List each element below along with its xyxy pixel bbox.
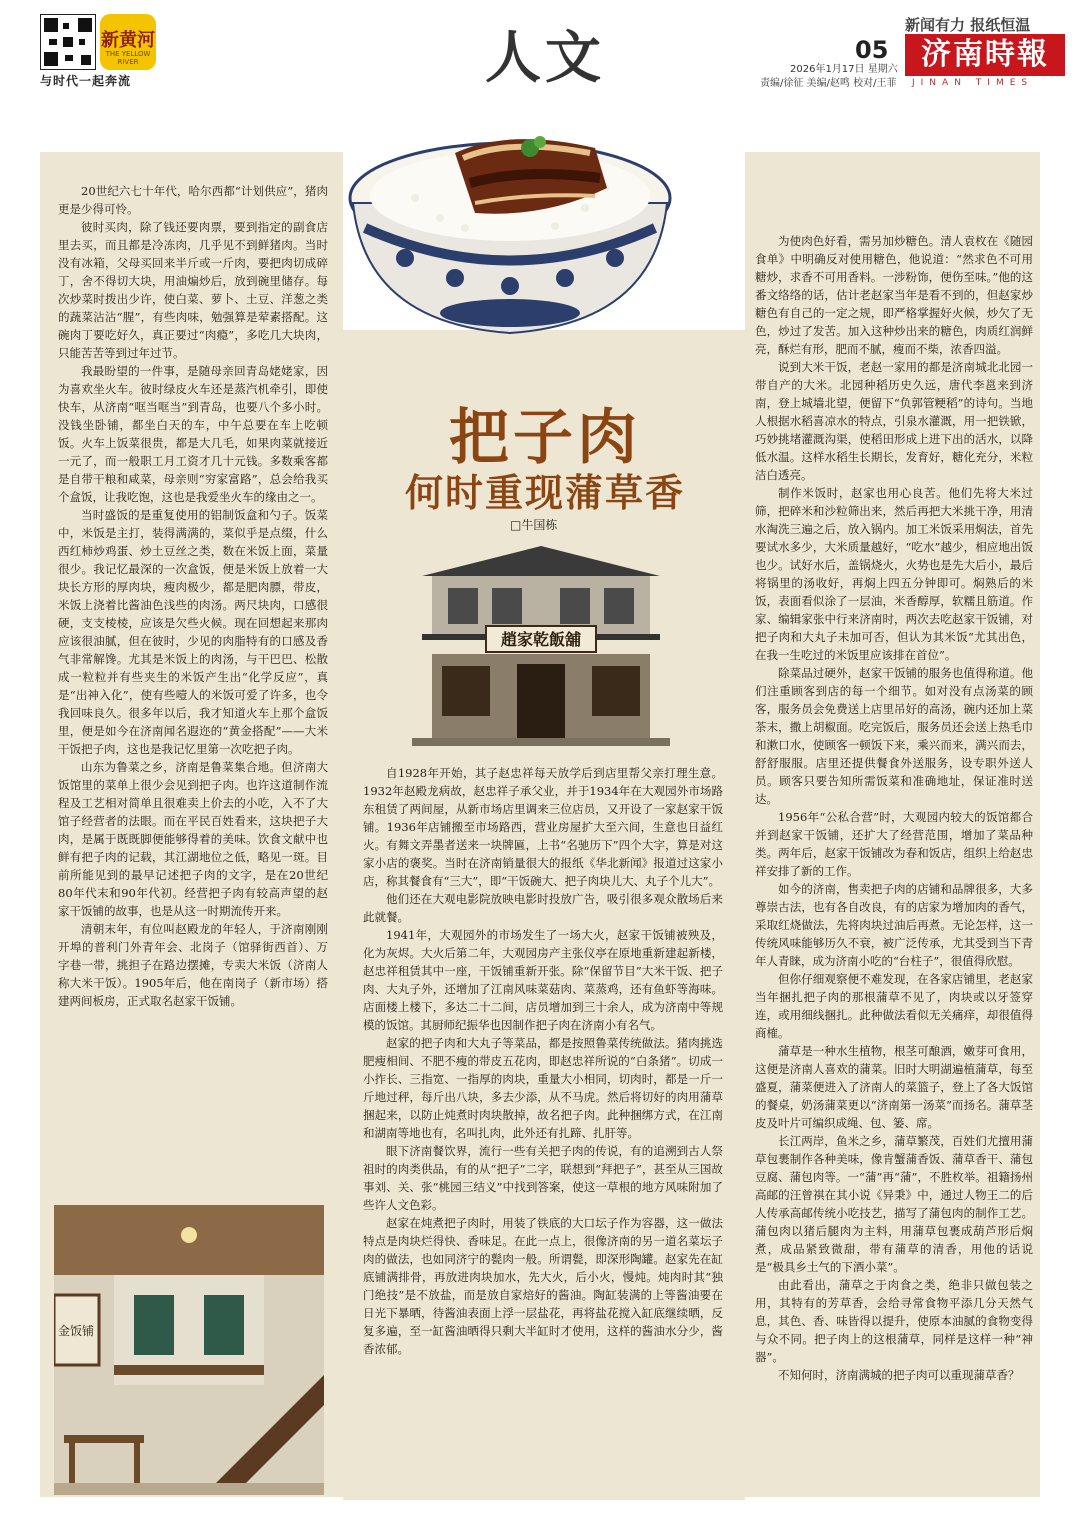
paragraph: 山东为鲁菜之乡，济南是鲁菜集合地。但济南大饭馆里的菜单上很少会见到把子肉。也许这道制作流程及工艺相对简单且很难卖上价去的小吃，入不了大馆子经营者的法眼。而在平民百姓看来，这块把子大肉，是属于既既脚便能够得着的美味。饮食文献中也鲜有把子肉的记载，其江湖地位之低，略见一斑。目前所能见到的最早记述把子肉的文字，是在20世纪80年代末和90年代初。经营把子肉有较高声望的赵家干饭铺的故事，也是从这一时期流传开来。	[58, 760, 328, 918]
paragraph: 由此看出，蒲草之于肉食之类，绝非只做包装之用，其特有的芳草香，会给寻常食物平添几分天然气息，其色、香、味皆得以提升，使原本油腻的食物变得与众不同。把子肉上的这根蒲草，同样是这样一种“神器”。	[755, 1278, 1033, 1364]
brand-sub: THE YELLOW RIVER	[105, 50, 151, 66]
paragraph: 但你仔细观察便不难发现，在各家店铺里，老赵家当年捆扎把子肉的那根蒲草不见了，肉块或以牙签穿连，或用细线捆扎。此种做法看似无关痛痒，却很值得商榷。	[755, 972, 1033, 1040]
brand-name: 新黄河	[101, 30, 155, 51]
article-left-column	[58, 182, 328, 1010]
paragraph: 自1928年开始，其子赵忠祥每天放学后到店里帮父亲打理生意。1932年赵殿龙病故，赵忠祥子承父业，并于1934年在大观园外市场路东租赁了两间屋，从新市场店里调来三位店员，又开设了一家赵家干饭铺。1936年店铺搬至市场路西，营业房屋扩大至六间，生意也日益红火。有舞文弄墨者送来一块牌匾，上书“名驰历下”四个大字，算是对这家小店的褒奖。当时在济南销量很大的报纸《华北新闻》报道过这家小店，称其餐食有“三大”，即“干饭碗大、把子肉块儿大、丸子个儿大”。	[363, 766, 723, 888]
paragraph: 蒲草是一种水生植物，根茎可酿酒，嫩芽可食用，这便是济南人喜欢的蒲菜。旧时大明湖遍植蒲草，每至盛夏，蒲菜便进入了济南人的菜篮子，登上了各大饭馆的餐桌，奶汤蒲菜更以“济南第一汤菜”而扬名。蒲草茎皮及叶片可编织成绳、包、篓、席。	[755, 1044, 1033, 1130]
paragraph: 1941年，大观园外的市场发生了一场大火，赵家干饭铺被殃及，化为灰烬。大火后第二年，大观园房产主张仪亭在原地重新建起新楼，赵忠祥租赁其中一座，干饭铺重新开张。除“保留节目”大米干饭、把子肉、大丸子外，还增加了江南风味菜菇肉、菜蒸鸡，还有鱼虾等海味。店面楼上楼下，多达二十二间，店员增加到三十余人，成为济南中等规模的饭馆。其厨师纪振华也因制作把子肉在济南小有名气。	[363, 928, 723, 1032]
masthead-english: JINAN TIMES	[912, 78, 1034, 88]
paragraph: 他们还在大观电影院放映电影时投放广告，吸引很多观众散场后来此就餐。	[363, 892, 723, 924]
paragraph: 赵家的把子肉和大丸子等菜品，都是按照鲁菜传统做法。猪肉挑选肥瘦相间、不肥不瘦的带皮五花肉，即赵忠祥所说的“白条猪”。切成一小拃长、三指宽、一指厚的肉块，重量大小相同，切肉时，都是一斤一斤地过秤，每斤出八块，多去少添，从不马虎。然后将切好的肉用蒲草捆起来，以防止炖煮时肉块散掉，故名把子肉。此种捆绑方式，在江南和湖南等地也有，名叫扎肉，此外还有扎蹄、扎肝等。	[363, 1036, 723, 1140]
paper-slogan: 新闻有力 报纸恒温	[905, 16, 1031, 34]
editor-credits: 责编/徐征 美编/赵鸣 校对/王菲	[760, 78, 897, 89]
page-number: 05	[855, 36, 889, 64]
headline-subtitle: 何时重现蒲草香	[404, 470, 685, 515]
paragraph: 说到大米干饭，老赵一家用的都是济南城北北园一带自产的大米。北园种稻历史久远，唐代李邕来到济南，登上城墙北望，便留下“负郭管粳稻”的诗句。当地人根据水稻喜凉水的特点，引泉水灌溉，用一把铁锨，巧妙挑堵灌溉沟渠，使稻田形成上进下出的活水，以降低水温。这样水稻生长期长，发育好，糖化充分，米粒洁白透亮。	[755, 360, 1033, 482]
paragraph: 20世纪六七十年代，哈尔西都“计划供应”，猪肉更是少得可怜。	[58, 184, 328, 216]
issue-date: 2026年1月17日 星期六	[790, 64, 898, 75]
paragraph: 我最盼望的一件事，是随母亲回青岛姥姥家，因为喜欢坐火车。彼时绿皮火车还是蒸汽机牵引，即使快车，从济南“哐当哐当”到青岛，也要八个多小时。没钱坐卧铺，都坐白天的车，中午总要在车上吃顿饭。火车上饭菜很贵，都是大几毛，如果肉菜就接近一元了，而一般职工月工资才几十元钱。多数乘客都是自带干粮和咸菜，母亲则“穷家富路”，总会给我买个盒饭，让我吃饱，这也是我爱坐火车的缘由之一。	[58, 364, 328, 504]
masthead: 济南時報	[905, 34, 1065, 76]
shop-facade-illustration	[412, 546, 670, 746]
qr-code-icon	[40, 14, 96, 70]
paragraph: 1956年“公私合营”时，大观园内较大的饭馆都合并到赵家干饭铺，还扩大了经营范围，增加了菜品种类。两年后，赵家干饭铺改为春和饭店，组织上给赵忠祥安排了新的工作。	[755, 810, 1033, 878]
interior-sign: 金饭铺	[57, 1324, 95, 1338]
paragraph: 赵家在炖煮把子肉时，用装了铁底的大口坛子作为容器，这一做法特点是肉块烂得快、香味足。在此一点上，很像济南的另一道名菜坛子肉的做法，也如同济宁的甏肉一般。所谓甏，即深形陶罐。赵家先在缸底铺满排骨，再放进肉块加水，先大火，后小火，慢炖。炖肉时其“独门绝技”是不放盐，而是放自家焙好的酱油。陶缸装满的上等酱油要在日光下暴晒，待酱油表面上浮一层盐花，再将盐花搅入缸底继续晒，反复多遍，至一缸酱油晒得只剩大半缸时才使用，这样的酱油水分少，酱香浓郁。	[363, 1216, 723, 1356]
shop-sign: 趙家乾飯舖	[500, 630, 582, 649]
article-middle-column	[363, 764, 723, 1358]
paragraph: 当时盛饭的是重复使用的铝制饭盒和勺子。饭菜中，米饭是主打，装得满满的，菜似乎是点缀，什么西红柿炒鸡蛋、炒土豆丝之类，数在米饭上面，菜量很少。我记忆最深的一次盒饭，便是米饭上放着一大块长方形的厚肉块，瘦肉极少，都是肥肉膘，带皮，米饭上浇着比酱油色浅些的肉汤。两尺块肉，口感很硬，支支棱棱，应该是欠些火候。现在回想起来那肉应该很油腻，但在彼时，少见的肉脂特有的口感及香气非常解馋。尤其是米饭上的肉汤，与干巴巴、松散成一粒粒并有些夹生的米饭产生出“化学反应”，真是“出神入化”，使有些噎人的米饭可爱了许多，也令我回味良久。很多年以后，我才知道火车上那个盒饭里，便是如今在济南闻名遐迩的“黄金搭配”——大米干饭把子肉，这也是我记忆里第一次吃把子肉。	[58, 508, 328, 756]
rice-bowl-illustration	[345, 108, 675, 348]
headline-title: 把子肉	[449, 403, 641, 473]
paragraph: 清朝末年，有位叫赵殿龙的年轻人，于济南刚刚开埠的普利门外青年会、北岗子（馆驿街西首）、万字巷一带，挑担子在路边摆摊，专卖大米饭（济南人称大米干饭）。1905年后，他在南岗子（新市场）搭建两间板房，正式取名赵家干饭铺。	[58, 922, 328, 1008]
paragraph: 制作米饭时，赵家也用心良苦。他们先将大米过筛，把碎米和沙粒筛出来，然后再把大米挑干净，用清水淘洗三遍之后，放入锅内。加工米饭采用焖法，首先要试水多少，大米质量越好，“吃水”越少，相应地出饭也少。试好水后，盖锅烧火，火势也是先大后小，最后将锅里的汤收好，再焖上四五分钟即可。焖熟后的米饭，表面看似涂了一层油，米香醇厚，软糯且筋道。作家、编辑家张中行来济南时，两次去吃赵家干饭铺，对把子肉和大丸子未加可否，但认为其米饭“尤其出色，在我一生吃过的米饭里应该排在首位”。	[755, 486, 1033, 662]
paragraph: 除菜品过硬外，赵家干饭铺的服务也值得称道。他们注重顾客到店的每一个细节。如对没有点汤菜的顾客，服务员会免费送上店里吊好的高汤，碗内还加上菜茶末，撒上胡椒面。吃完饭后，服务员还会送上热毛巾和漱口水，使顾客一顿饭下来，乘兴而来，满兴而去，舒舒服服。店里还提供餐食外送服务，设专职外送人员。顾客只要告知所需饭菜和准确地址，保证准时送达。	[755, 666, 1033, 806]
paragraph: 长江两岸，鱼米之乡，蒲草繁茂，百姓们尤擅用蒲草包裹制作各种美味，像肯蟹蒲香饭、蒲草香干、蒲包豆腐、蒲包肉等。一“蒲”再“蒲”，不胜枚举。祖籍扬州高邮的汪曾祺在其小说《异秉》中，通过人物王二的后人传承高邮传统小吃技艺，描写了蒲包肉的制作工艺。蒲包肉以猪后腿肉为主料，用蒲草包裹成葫芦形后焖煮，成品紧致微甜，带有蒲草的清香，用他的话说是“极具乡土气的下酒小菜”。	[755, 1134, 1033, 1274]
paragraph: 为使肉色好看，需另加炒糖色。清人袁枚在《随园食单》中明确反对使用糖色，他说道：“然求色不可用糖炒，求香不可用香料。一涉粉饰，便伤至味。”他的这番文络络的话，估计老赵家当年是看不到的，但赵家炒糖色有自己的一定之规，即严格掌握好火候，炒欠了无色，炒过了发苦。加入这种炒出来的糖色，肉质红润鲜亮，酥烂有形，肥而不腻，瘦而不柴，浓香四溢。	[755, 234, 1033, 356]
xinhuanghe-logo-icon	[100, 14, 156, 70]
paragraph: 眼下济南餐饮界，流行一些有关把子肉的传说，有的追溯到古人祭祖时的肉类供品，有的从“把子”二字，联想到“拜把子”，甚至从三国故事刘、关、张“桃园三结义”中找到答案，使这一草根的地方风味附加了些许人文色彩。	[363, 1144, 723, 1212]
section-title: 人文	[485, 26, 605, 91]
paragraph: 不知何时，济南满城的把子肉可以重现蒲草香？	[778, 1368, 1020, 1382]
paragraph: 如今的济南，售卖把子肉的店铺和品牌很多，大多尊崇古法，也有各自改良，有的店家为增加肉的香气，采取红烧做法，先将肉块过油后再煮。无论怎样，这一传统风味能够历久不衰，被广泛传承，尤其受到当下青年人青睐，成为济南小吃的“台柱子”，很值得欣慰。	[755, 882, 1033, 968]
brand-slogan: 与时代一起奔流	[40, 74, 132, 88]
interior-illustration	[54, 1205, 324, 1495]
article-right-column	[755, 232, 1033, 1384]
byline: □牛国栋	[510, 518, 558, 532]
paragraph: 彼时买肉，除了钱还要肉票，要到指定的副食店里去买，而且都是冷冻肉，几乎见不到鲜猪肉。当时没有冰箱，父母买回来半斤或一斤肉，要把肉切成碎丁，舍不得切大块，用油煸炒后，放到碗里储存。每次炒菜时拨出少许，使白菜、萝卜、土豆、洋葱之类的蔬菜沾沾“腥”，有些肉味，勉强算是荤素搭配。这碗肉丁要吃好久，真正要过“肉瘾”，多吃几大块肉，只能苦苦等到过年过节。	[58, 220, 328, 360]
